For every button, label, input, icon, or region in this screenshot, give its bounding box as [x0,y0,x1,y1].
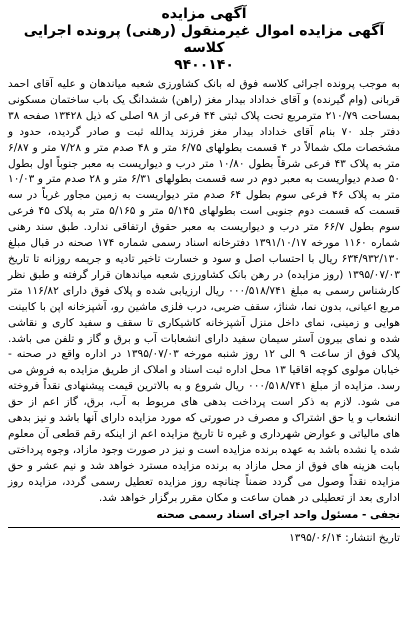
notice-body: به موجب پرونده اجرائی کلاسه فوق له بانک کشاورزی شعبه میاندهان و علیه آقای احمد قربانی (وام گیرنده) و آقای خداداد بیدار مغز (راهن) ششدانگ یک باب ساختمان مسکونی بمساحت ۲۱۰/۷۹ مترمربع تحت پلاک ثبتی ۴۴ فرعی از ۹۸ اصلی که ذیل ۱۳۴۲۸ صفحه ۳۸ دفتر جلد ۷۰ بنام آقای خداداد بیدار مغز فرزند یدالله ثبت و صادر گردیده، حدود و مشخصات ملک شمالاً در ۴ قسمت بطولهای ۶/۷۵ متر و ۴۸ صدم متر و ۷/۲۸ متر و ۶/۸۷ متر به پلاک ۴۳ فرعی شرقاً بطول ۱۰/۸۰ متر درب و دیواریست به معبر جنوباً اول بطول ۵۰ صدم دیواریست به معبر دوم در سه قسمت بطولهای ۶/۳۱ متر و ۲۸ صدم متر و ۱۰/۰۳ متر به پلاک ۴۶ فرعی سوم بطول ۶۴ صدم متر دیواریست به زمین مجاور غرباً در سه قسمت که قسمت دوم جنوبی است بطولهای ۵/۱۴۵ متر و ۵/۱۶۵ متر به پلاک ۴۵ فرعی سوم بطول ۶۶/۷ متر درب و دیواریست به معبر حقوق ارتفاقی ندارد. طبق سند رهنی شماره ۱۱۶۰ مورخه ۱۳۹۱/۱۰/۱۷ دفترخانه اسناد رسمی شماره ۱۷۴ صحنه در قبال مبلغ ۶۳۴/۹۳۲/۱۳۰ ریال با احتساب اصل و سود و خسارت تاخیر تادیه و جریمه روزانه تا تاریخ ۱۳۹۵/۰۷/۰۳ (روز مزایده) در رهن بانک کشاورزی شعبه میاندهان قرار گرفته و طبق نظر کارشناس رسمی به مبلغ ۰۰۰/۵۱۸/۷۴۱ ریال ارزیابی شده و پلاک فوق دارای ۱۱۶/۸۲ متر مربع اعیانی، بدون نما، شناژ، سقف ضربی، درب فلزی ماشین رو، آشپزخانه اپن با کابینت هوایی و زمینی، نمای داخل منزل آشپزخانه کاشیکاری تا سقف و سفید کاری و نقاشی شده و نمای بیرون آستر سیمان سفید دارای انشعابات آب و برق و گاز و تلفن می باشد. پلاک فوق از ساعت ۹ الی ۱۲ روز شنبه مورخه ۱۳۹۵/۰۷/۰۳ در اداره واقع در صحنه - خیابان مولوی کوچه اقاقیا ۱۳ محل اداره ثبت اسناد و املاک از طریق مزایده به فروش می رسد. مزایده از مبلغ ۰۰۰/۵۱۸/۷۴۱ ریال شروع و به بالاترین قیمت پیشنهادی نقداً فروخته می شود. لازم به ذکر است پرداخت بدهی های مربوط به آب، برق، گاز اعم از حق انشعاب و یا حق اشتراک و مصرف در صورتی که مورد مزایده دارای آنها باشد و نیز بدهی های مالیاتی و عوارض شهرداری و غیره تا تاریخ مزایده اعم از اینکه رقم قطعی آن معلوم شده یا نشده باشد به عهده برنده مزایده است و نیز در صورت وجود مازاد، وجوه پرداختی بابت هزینه های فوق از محل مازاد به برنده مزایده مسترد خواهد شد و نیم عشر و حق مزایده نقداً وصول می گردد ضمناً چنانچه روز مزایده تعطیل رسمی گردد، مزایده روز اداری بعد از تعطیلی در همان ساعت و مکان مقرر برگزار خواهد شد. [8,78,401,504]
notice-subtitle: آگهی مزایده اموال غیرمنقول (رهنی) پرونده اجرایی کلاسه [23,23,385,56]
divider [8,527,400,528]
notice-title: آگهی مزایده [161,6,247,22]
case-number: ۹۴۰۰۱۴۰ [174,57,234,73]
notice-signature: نجفی - مسئول واحد اجرای اسناد رسمی صحنه [156,509,400,522]
publication-date: تاریخ انتشار: ۱۳۹۵/۰۶/۱۴ [289,532,400,545]
